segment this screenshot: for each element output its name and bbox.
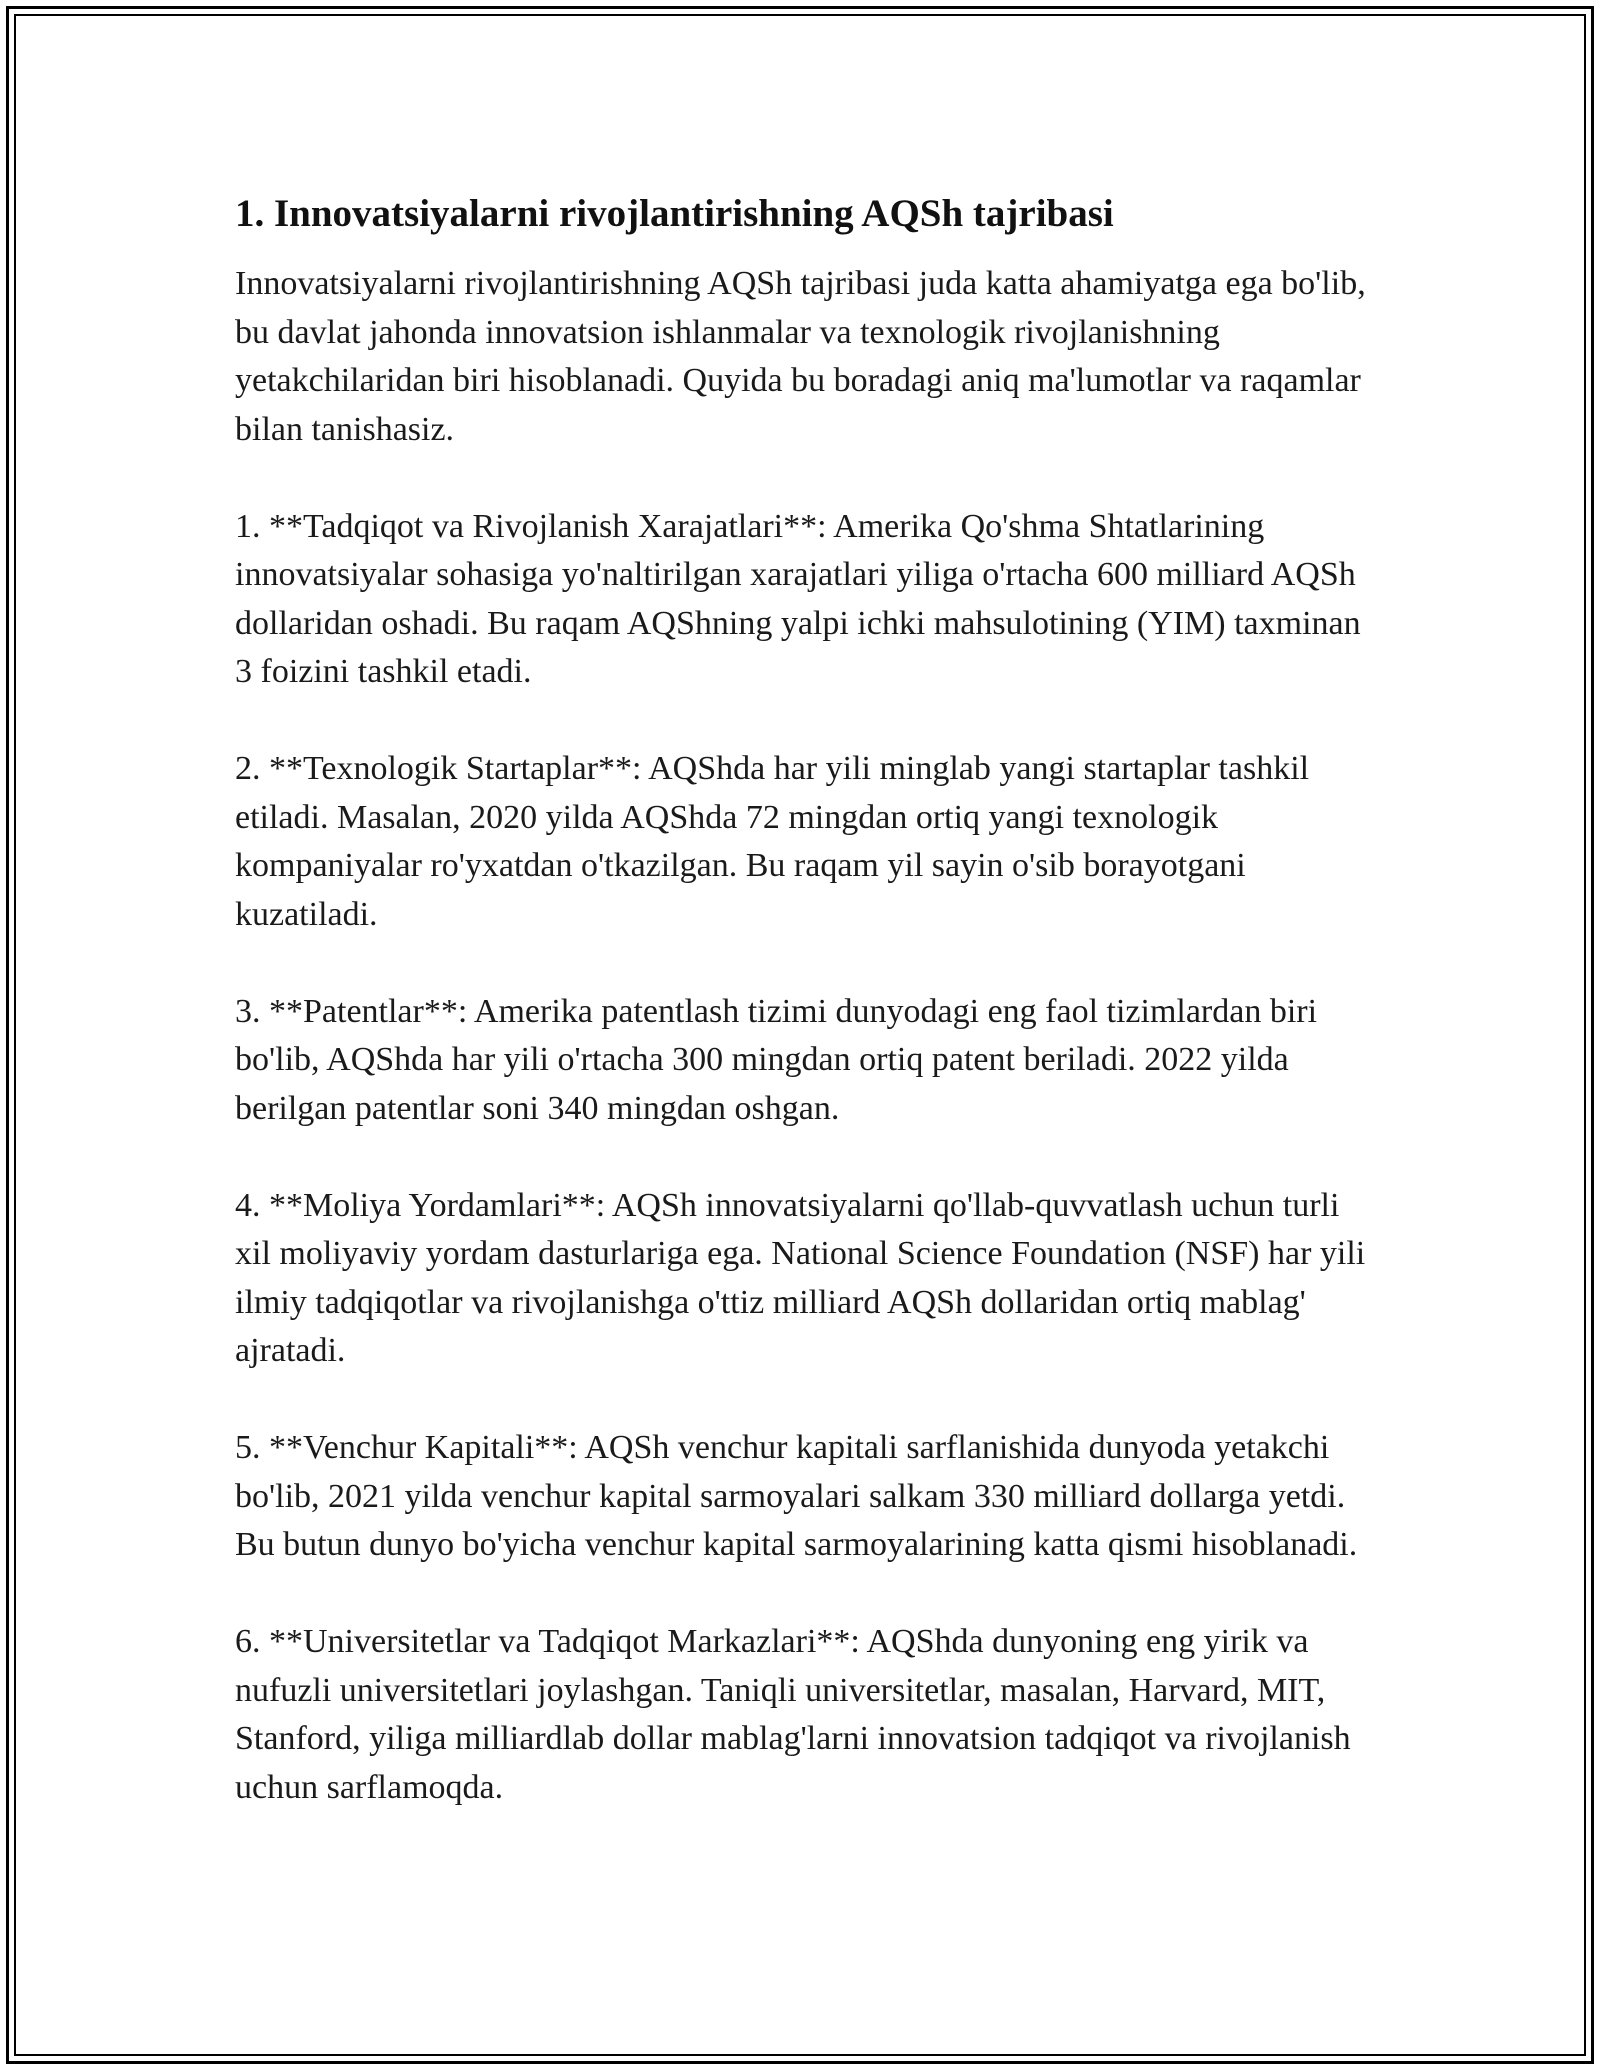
list-item: 3. **Patentlar**: Amerika patentlash tizimi dunyodagi eng faol tizimlardan biri bo'lib, AQShda har yili o'rtacha 300 mingdan ortiq patent beriladi. 2022 yilda berilgan patentlar soni 340 mingdan oshgan. <box>235 992 1318 1127</box>
list-item: 5. **Venchur Kapitali**: AQSh venchur kapitali sarflanishida dunyoda yetakchi bo'lib, 2021 yilda venchur kapital sarmoyalari salkam 330 milliard dollarga yetdi. Bu butun dunyo bo'yicha venchur kapital sarmoyalarining katta qismi hisoblanadi. <box>235 1429 1358 1563</box>
list-item: 4. **Moliya Yordamlari**: AQSh innovatsiyalarni qo'llab-quvvatlash uchun turli xil moliyaviy yordam dasturlariga ega. National Science Foundation (NSF) har yili ilmiy tadqiqotlar va rivojlanishga o'ttiz milliard AQSh dollaridan ortiq mablag' ajratadi. <box>235 1186 1366 1369</box>
list-item: 2. **Texnologik Startaplar**: AQShda har yili minglab yangi startaplar tashkil etiladi. Masalan, 2020 yilda AQShda 72 mingdan ortiq yangi texnologik kompaniyalar ro'yxatdan o'tkazilgan. Bu raqam yil sayin o'sib borayotgani kuzatiladi. <box>235 750 1310 933</box>
document-body <box>235 188 1375 1861</box>
intro-paragraph: Innovatsiyalarni rivojlantirishning AQSh tajribasi juda katta ahamiyatga ega bo'lib, bu davlat jahonda innovatsion ishlanmalar va texnologik rivojlanishning yetakchilaridan biri hisoblanadi. Quyida bu boradagi aniq ma'lumotlar va raqamlar bilan tanishasiz. <box>235 265 1366 448</box>
list-item: 1. **Tadqiqot va Rivojlanish Xarajatlari**: Amerika Qo'shma Shtatlarining innovatsiyalar sohasiga yo'naltirilgan xarajatlari yiliga o'rtacha 600 milliard AQSh dollaridan oshadi. Bu raqam AQShning yalpi ichki mahsulotining (YIM) taxminan 3 foizini tashkil etadi. <box>235 507 1361 690</box>
document-title: 1. Innovatsiyalarni rivojlantirishning AQSh tajribasi <box>235 192 1114 235</box>
list-item: 6. **Universitetlar va Tadqiqot Markazlari**: AQShda dunyoning eng yirik va nufuzli universitetlari joylashgan. Taniqli universitetlar, masalan, Harvard, MIT, Stanford, yiliga milliardlab dollar mablag'larni innovatsion tadqiqot va rivojlanish uchun sarflamoqda. <box>235 1623 1351 1806</box>
